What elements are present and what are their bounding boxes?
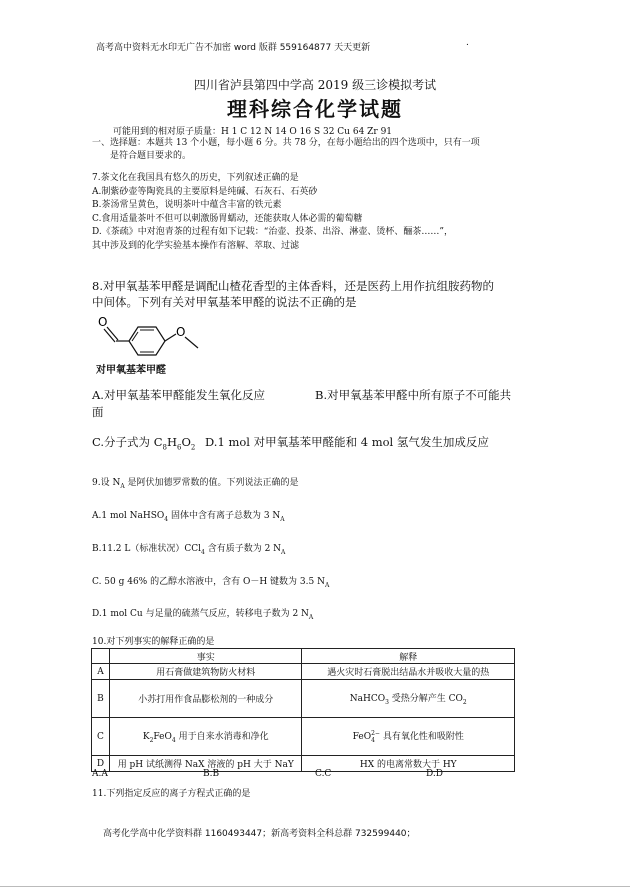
q9-b-post: 含有质子数为 2 N — [204, 544, 282, 554]
c-explain-script — [371, 730, 380, 744]
table-row — [92, 664, 515, 680]
q8-option-b-line2: 面 — [92, 405, 104, 419]
q9-a-post: 固体中含有离子总数为 3 N — [168, 511, 281, 521]
q8-stem-line2: 中间体。下列有关对甲氧基苯甲醛的说法不正确的是 — [92, 295, 357, 309]
q9-c-pre: C. 50 g 46% 的乙醇水溶液中，含有 O－H 键数为 3.5 N — [92, 577, 325, 587]
q9-option-a — [92, 508, 285, 523]
q9-b-end: A — [281, 548, 286, 556]
q8-c-o: O — [181, 435, 191, 449]
carbonyl-bond — [104, 329, 115, 342]
row-label: C — [92, 718, 110, 756]
table-header-row — [92, 649, 515, 664]
q10-stem: 10.对下列事实的解释正确的是 — [92, 637, 215, 647]
c-fact-post: 用于自来水消毒和净化 — [175, 732, 269, 743]
q9-stem — [92, 475, 299, 490]
q9-option-b — [92, 541, 285, 556]
q9-stem-pre: 9.设 N — [92, 478, 121, 488]
row-label: B — [92, 680, 110, 718]
q10-option-b: B.B — [203, 769, 220, 779]
q8-c-h: H — [166, 435, 177, 449]
q8-c-sub-8: 8 — [162, 443, 167, 452]
c-explain-pre: FeO — [352, 732, 372, 743]
header-explain: 解释 — [302, 649, 515, 664]
q9-a-end: A — [280, 515, 285, 523]
b-explain-pre: NaHCO — [349, 694, 386, 705]
q8-c-sub-6: 6 — [177, 443, 182, 452]
aldehyde-oxygen-label: O — [98, 315, 108, 329]
section-one-line1: 一、选择题：本题共 13 个小题，每小题 6 分。共 78 分，在每小题给出的四个选项中，只有一项 — [92, 138, 480, 148]
row-label: A — [92, 664, 110, 680]
page-bottom-rule — [0, 886, 630, 887]
header-dot: . — [466, 38, 469, 48]
q10-option-c: C.C — [315, 769, 332, 779]
table-row — [92, 718, 515, 756]
c-explain-post: 具有氧化性和吸附性 — [379, 732, 464, 743]
c-fact-pre: K — [142, 732, 150, 743]
c-explain-sub: 4 — [371, 736, 375, 744]
q8-option-c — [92, 434, 195, 451]
table-row — [92, 756, 515, 772]
question-7 — [92, 172, 552, 253]
q10-option-a: A.A — [92, 769, 108, 779]
c-fact-sub2: 4 — [171, 736, 176, 744]
q9-option-d — [92, 606, 313, 621]
ether-bond — [165, 334, 176, 341]
q9-option-c — [92, 574, 329, 589]
c-fact-sub: 2 — [149, 736, 154, 744]
row-fact: 用石膏做建筑物防火材料 — [109, 664, 302, 680]
ether-oxygen-label: O — [176, 325, 186, 339]
q9-stem-sub: A — [120, 482, 125, 490]
methyl-bond — [185, 337, 198, 348]
b-explain-sub2: 2 — [462, 698, 467, 706]
section-one-line2: 是符合题目要求的。 — [110, 151, 192, 161]
atomic-masses: 可能用到的相对原子质量：H 1 C 12 N 14 O 16 S 32 Cu 64 Zr 91 — [113, 127, 393, 137]
q8-c-sub-2: 2 — [190, 443, 196, 452]
q9-b-sub: 4 — [201, 548, 205, 556]
q8-option-b-line1: B.对甲氧基苯甲醛中所有原子不可能共 — [315, 388, 512, 402]
table-row — [92, 680, 515, 718]
row-label: D — [92, 756, 110, 772]
q11-stem: 11.下列指定反应的离子方程式正确的是 — [92, 789, 251, 799]
header-fact: 事实 — [109, 649, 302, 664]
q7-stem: 7.茶文化在我国具有悠久的历史，下列叙述正确的是 — [92, 173, 299, 183]
b-explain-sub: 3 — [385, 698, 389, 706]
c-fact-mid: FeO — [153, 732, 172, 743]
q10-option-d: D.D — [426, 769, 443, 779]
carbonyl-double-bond — [107, 327, 118, 340]
q9-d-end: A — [308, 613, 314, 621]
footer-note: 高考化学高中化学资料群 1160493447；新高考资料全科总群 732599440； — [103, 829, 416, 839]
row-fact: 小苏打用作食品膨松剂的一种成分 — [109, 680, 302, 718]
benzene-ring — [129, 327, 165, 355]
q7-option-b: B.茶汤常呈黄色，说明茶叶中蕴含丰富的铁元素 — [92, 200, 282, 210]
subject-title: 理科综合化学试题 — [227, 97, 403, 121]
q7-option-a: A.制紫砂壶等陶瓷具的主要原料是纯碱、石灰石、石英砂 — [92, 186, 318, 197]
school-line: 四川省泸县第四中学高 2019 级三诊模拟考试 — [193, 78, 437, 92]
q10-table — [91, 648, 515, 772]
row-fact: 用 pH 试纸测得 NaX 溶液的 pH 大于 NaY — [109, 756, 302, 772]
q9-stem-post: 是阿伏加德罗常数的值。下列说法正确的是 — [124, 478, 299, 488]
row-explain: 遇火灾时石膏脱出结晶水并吸收大量的热 — [302, 664, 515, 680]
ring-double-bond-3 — [132, 332, 138, 341]
q9-b-pre: B.11.2 L（标准状况）CCl — [92, 544, 202, 554]
q8-option-d: D.1 mol 对甲氧基苯甲醛能和 4 mol 氢气发生加成反应 — [205, 435, 489, 449]
row-explain — [302, 718, 515, 756]
q8-c-prefix: C.分子式为 C — [92, 435, 163, 449]
q8-option-a: A.对甲氧基苯甲醛能发生氧化反应 — [92, 388, 265, 402]
q9-a-pre: A.1 mol NaHSO — [92, 511, 165, 521]
q9-c-end: A — [324, 581, 330, 589]
c-explain-sup: 2− — [371, 729, 380, 737]
q7-option-c: C.食用适量茶叶不但可以刺激肠胃蠕动，还能获取人体必需的葡萄糖 — [92, 213, 363, 224]
q9-a-sub: 4 — [164, 515, 169, 523]
section-one — [92, 137, 552, 163]
q8-stem-line1: 8.对甲氧基苯甲醛是调配山楂花香型的主体香料，还是医药上用作抗组胺药物的 — [92, 279, 494, 293]
q9-d-pre: D.1 mol Cu 与足量的硫蒸气反应，转移电子数为 2 N — [92, 609, 309, 619]
b-explain-post: 受热分解产生 CO — [388, 694, 463, 705]
structure-caption: 对甲氧基苯甲醛 — [96, 365, 166, 376]
row-explain: HX 的电离常数大于 HY — [302, 756, 515, 772]
header-blank-cell — [92, 649, 110, 664]
q7-option-d-line2: 其中涉及到的化学实验基本操作有溶解、萃取、过滤 — [92, 240, 300, 251]
header-note: 高考高中资料无水印无广告不加密 word 版群 559164877 天天更新 — [96, 43, 371, 53]
row-explain — [302, 680, 515, 718]
q7-option-d-line1: D.《茶疏》中对泡青茶的过程有如下记载：“治壶、投茶、出浴、淋壶、烫杯、酾茶……”， — [92, 227, 453, 237]
row-fact — [109, 718, 302, 756]
